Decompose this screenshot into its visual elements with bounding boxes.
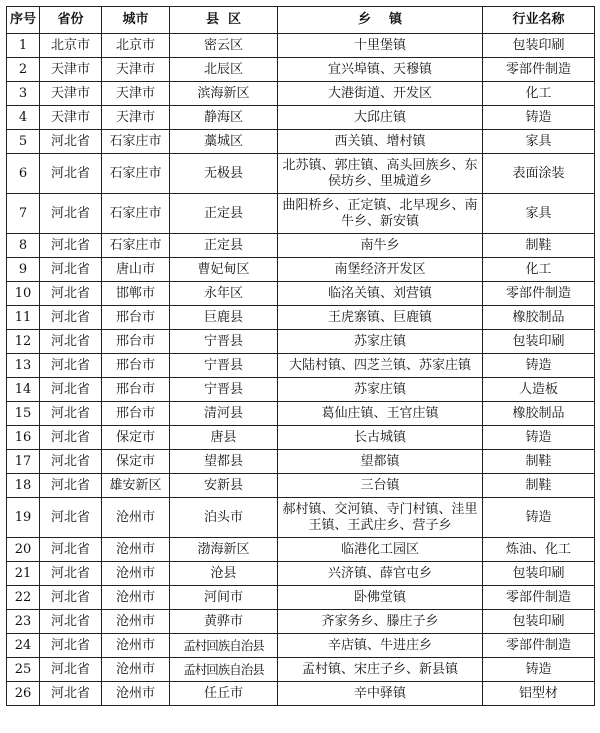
cell-industry: 零部件制造 xyxy=(483,634,595,658)
table-row xyxy=(7,498,595,538)
table-row xyxy=(7,378,595,402)
table-row xyxy=(7,34,595,58)
cell-towns: 苏家庄镇 xyxy=(278,330,483,354)
table-row xyxy=(7,194,595,234)
header-county: 县 区 xyxy=(170,7,278,34)
cell-city: 沧州市 xyxy=(102,562,170,586)
cell-province: 河北省 xyxy=(40,658,102,682)
cell-industry: 橡胶制品 xyxy=(483,306,595,330)
cell-province: 河北省 xyxy=(40,306,102,330)
header-city: 城市 xyxy=(102,7,170,34)
cell-province: 河北省 xyxy=(40,234,102,258)
cell-province: 天津市 xyxy=(40,82,102,106)
cell-city: 沧州市 xyxy=(102,586,170,610)
cell-towns: 兴济镇、薛官屯乡 xyxy=(278,562,483,586)
cell-industry: 化工 xyxy=(483,82,595,106)
cell-no: 8 xyxy=(7,234,40,258)
cell-city: 天津市 xyxy=(102,58,170,82)
cell-city: 沧州市 xyxy=(102,634,170,658)
table-row xyxy=(7,154,595,194)
cell-city: 沧州市 xyxy=(102,682,170,706)
cell-province: 河北省 xyxy=(40,682,102,706)
cell-towns: 卧佛堂镇 xyxy=(278,586,483,610)
cell-city: 沧州市 xyxy=(102,658,170,682)
cell-county: 孟村回族自治县 xyxy=(170,634,278,658)
cell-no: 12 xyxy=(7,330,40,354)
cell-no: 24 xyxy=(7,634,40,658)
cell-city: 雄安新区 xyxy=(102,474,170,498)
table-row xyxy=(7,82,595,106)
cell-county: 永年区 xyxy=(170,282,278,306)
cell-province: 河北省 xyxy=(40,130,102,154)
table-row xyxy=(7,634,595,658)
table-row xyxy=(7,234,595,258)
cell-no: 7 xyxy=(7,194,40,234)
cell-province: 天津市 xyxy=(40,106,102,130)
cell-towns: 苏家庄镇 xyxy=(278,378,483,402)
cell-county: 任丘市 xyxy=(170,682,278,706)
cell-county: 河间市 xyxy=(170,586,278,610)
cell-towns: 齐家务乡、滕庄子乡 xyxy=(278,610,483,634)
cell-industry: 表面涂装 xyxy=(483,154,595,194)
cell-city: 保定市 xyxy=(102,450,170,474)
cell-province: 河北省 xyxy=(40,378,102,402)
cell-towns: 大陆村镇、四芝兰镇、苏家庄镇 xyxy=(278,354,483,378)
cell-city: 邢台市 xyxy=(102,378,170,402)
cell-towns: 葛仙庄镇、王官庄镇 xyxy=(278,402,483,426)
cell-city: 邢台市 xyxy=(102,330,170,354)
cell-towns: 宜兴埠镇、天穆镇 xyxy=(278,58,483,82)
cell-no: 2 xyxy=(7,58,40,82)
cell-city: 石家庄市 xyxy=(102,194,170,234)
cell-industry: 家具 xyxy=(483,194,595,234)
industry-town-table xyxy=(6,6,595,706)
cell-province: 河北省 xyxy=(40,330,102,354)
cell-towns: 大邱庄镇 xyxy=(278,106,483,130)
header-towns: 乡 镇 xyxy=(278,7,483,34)
cell-city: 邯郸市 xyxy=(102,282,170,306)
table-row xyxy=(7,354,595,378)
cell-city: 石家庄市 xyxy=(102,234,170,258)
cell-no: 6 xyxy=(7,154,40,194)
table-row xyxy=(7,330,595,354)
header-province: 省份 xyxy=(40,7,102,34)
cell-industry: 炼油、化工 xyxy=(483,538,595,562)
table-row xyxy=(7,658,595,682)
cell-county: 宁晋县 xyxy=(170,330,278,354)
table-row xyxy=(7,562,595,586)
header-industry: 行业名称 xyxy=(483,7,595,34)
cell-no: 11 xyxy=(7,306,40,330)
cell-county: 泊头市 xyxy=(170,498,278,538)
cell-industry: 铸造 xyxy=(483,658,595,682)
cell-county: 沧县 xyxy=(170,562,278,586)
cell-no: 5 xyxy=(7,130,40,154)
cell-county: 黄骅市 xyxy=(170,610,278,634)
cell-county: 滨海新区 xyxy=(170,82,278,106)
table-row xyxy=(7,106,595,130)
cell-province: 河北省 xyxy=(40,258,102,282)
cell-towns: 临港化工园区 xyxy=(278,538,483,562)
cell-no: 15 xyxy=(7,402,40,426)
cell-towns: 南堡经济开发区 xyxy=(278,258,483,282)
cell-no: 21 xyxy=(7,562,40,586)
cell-no: 1 xyxy=(7,34,40,58)
cell-towns: 西关镇、增村镇 xyxy=(278,130,483,154)
cell-industry: 包装印刷 xyxy=(483,34,595,58)
table-row xyxy=(7,538,595,562)
cell-county: 宁晋县 xyxy=(170,354,278,378)
cell-county: 无极县 xyxy=(170,154,278,194)
cell-industry: 包装印刷 xyxy=(483,330,595,354)
cell-province: 河北省 xyxy=(40,354,102,378)
cell-county: 正定县 xyxy=(170,234,278,258)
cell-province: 河北省 xyxy=(40,562,102,586)
cell-no: 19 xyxy=(7,498,40,538)
cell-city: 天津市 xyxy=(102,106,170,130)
cell-county: 曹妃甸区 xyxy=(170,258,278,282)
table-header-row xyxy=(7,7,595,34)
cell-no: 17 xyxy=(7,450,40,474)
cell-towns: 辛中驿镇 xyxy=(278,682,483,706)
table-row xyxy=(7,474,595,498)
cell-county: 渤海新区 xyxy=(170,538,278,562)
cell-towns: 三台镇 xyxy=(278,474,483,498)
header-no: 序号 xyxy=(7,7,40,34)
cell-industry: 制鞋 xyxy=(483,450,595,474)
cell-province: 河北省 xyxy=(40,402,102,426)
cell-province: 河北省 xyxy=(40,154,102,194)
cell-towns: 长古城镇 xyxy=(278,426,483,450)
table-row xyxy=(7,402,595,426)
cell-industry: 家具 xyxy=(483,130,595,154)
cell-no: 16 xyxy=(7,426,40,450)
table-row xyxy=(7,586,595,610)
cell-towns: 十里堡镇 xyxy=(278,34,483,58)
cell-county: 望都县 xyxy=(170,450,278,474)
cell-industry: 包装印刷 xyxy=(483,562,595,586)
table-row xyxy=(7,58,595,82)
cell-no: 3 xyxy=(7,82,40,106)
cell-industry: 化工 xyxy=(483,258,595,282)
cell-county: 静海区 xyxy=(170,106,278,130)
table-row xyxy=(7,258,595,282)
cell-county: 宁晋县 xyxy=(170,378,278,402)
cell-no: 10 xyxy=(7,282,40,306)
cell-city: 天津市 xyxy=(102,82,170,106)
cell-industry: 零部件制造 xyxy=(483,58,595,82)
cell-towns: 南牛乡 xyxy=(278,234,483,258)
cell-industry: 零部件制造 xyxy=(483,282,595,306)
cell-industry: 橡胶制品 xyxy=(483,402,595,426)
cell-no: 14 xyxy=(7,378,40,402)
cell-industry: 铸造 xyxy=(483,354,595,378)
cell-no: 25 xyxy=(7,658,40,682)
cell-city: 北京市 xyxy=(102,34,170,58)
table-row xyxy=(7,450,595,474)
cell-towns: 望都镇 xyxy=(278,450,483,474)
cell-county: 清河县 xyxy=(170,402,278,426)
cell-industry: 铸造 xyxy=(483,426,595,450)
cell-city: 石家庄市 xyxy=(102,154,170,194)
cell-no: 23 xyxy=(7,610,40,634)
table-row xyxy=(7,426,595,450)
cell-no: 9 xyxy=(7,258,40,282)
cell-province: 河北省 xyxy=(40,426,102,450)
cell-county: 正定县 xyxy=(170,194,278,234)
cell-province: 北京市 xyxy=(40,34,102,58)
cell-towns: 王虎寨镇、巨鹿镇 xyxy=(278,306,483,330)
cell-county: 孟村回族自治县 xyxy=(170,658,278,682)
table-row xyxy=(7,282,595,306)
cell-city: 邢台市 xyxy=(102,402,170,426)
cell-industry: 制鞋 xyxy=(483,474,595,498)
cell-city: 唐山市 xyxy=(102,258,170,282)
cell-no: 20 xyxy=(7,538,40,562)
cell-province: 河北省 xyxy=(40,586,102,610)
cell-towns: 曲阳桥乡、正定镇、北早现乡、南牛乡、新安镇 xyxy=(278,194,483,234)
cell-no: 4 xyxy=(7,106,40,130)
cell-no: 13 xyxy=(7,354,40,378)
cell-industry: 铝型材 xyxy=(483,682,595,706)
cell-county: 唐县 xyxy=(170,426,278,450)
cell-towns: 北苏镇、郭庄镇、高头回族乡、东侯坊乡、里城道乡 xyxy=(278,154,483,194)
cell-industry: 人造板 xyxy=(483,378,595,402)
cell-province: 河北省 xyxy=(40,498,102,538)
cell-city: 沧州市 xyxy=(102,498,170,538)
cell-province: 河北省 xyxy=(40,194,102,234)
table-row xyxy=(7,130,595,154)
cell-county: 藁城区 xyxy=(170,130,278,154)
cell-province: 河北省 xyxy=(40,450,102,474)
cell-city: 石家庄市 xyxy=(102,130,170,154)
cell-industry: 铸造 xyxy=(483,498,595,538)
cell-towns: 孟村镇、宋庄子乡、新县镇 xyxy=(278,658,483,682)
cell-province: 河北省 xyxy=(40,282,102,306)
table-row xyxy=(7,610,595,634)
cell-province: 河北省 xyxy=(40,538,102,562)
table-row xyxy=(7,306,595,330)
cell-no: 18 xyxy=(7,474,40,498)
cell-city: 邢台市 xyxy=(102,354,170,378)
cell-province: 河北省 xyxy=(40,474,102,498)
cell-industry: 零部件制造 xyxy=(483,586,595,610)
table-row xyxy=(7,682,595,706)
cell-county: 安新县 xyxy=(170,474,278,498)
cell-towns: 大港街道、开发区 xyxy=(278,82,483,106)
cell-province: 河北省 xyxy=(40,610,102,634)
cell-province: 河北省 xyxy=(40,634,102,658)
cell-industry: 铸造 xyxy=(483,106,595,130)
cell-county: 巨鹿县 xyxy=(170,306,278,330)
cell-industry: 包装印刷 xyxy=(483,610,595,634)
cell-industry: 制鞋 xyxy=(483,234,595,258)
cell-city: 沧州市 xyxy=(102,610,170,634)
cell-towns: 辛店镇、牛进庄乡 xyxy=(278,634,483,658)
cell-city: 邢台市 xyxy=(102,306,170,330)
cell-no: 26 xyxy=(7,682,40,706)
cell-county: 北辰区 xyxy=(170,58,278,82)
cell-city: 沧州市 xyxy=(102,538,170,562)
cell-towns: 临洺关镇、刘营镇 xyxy=(278,282,483,306)
cell-province: 天津市 xyxy=(40,58,102,82)
cell-no: 22 xyxy=(7,586,40,610)
cell-county: 密云区 xyxy=(170,34,278,58)
cell-city: 保定市 xyxy=(102,426,170,450)
cell-towns: 郝村镇、交河镇、寺门村镇、洼里王镇、王武庄乡、营子乡 xyxy=(278,498,483,538)
